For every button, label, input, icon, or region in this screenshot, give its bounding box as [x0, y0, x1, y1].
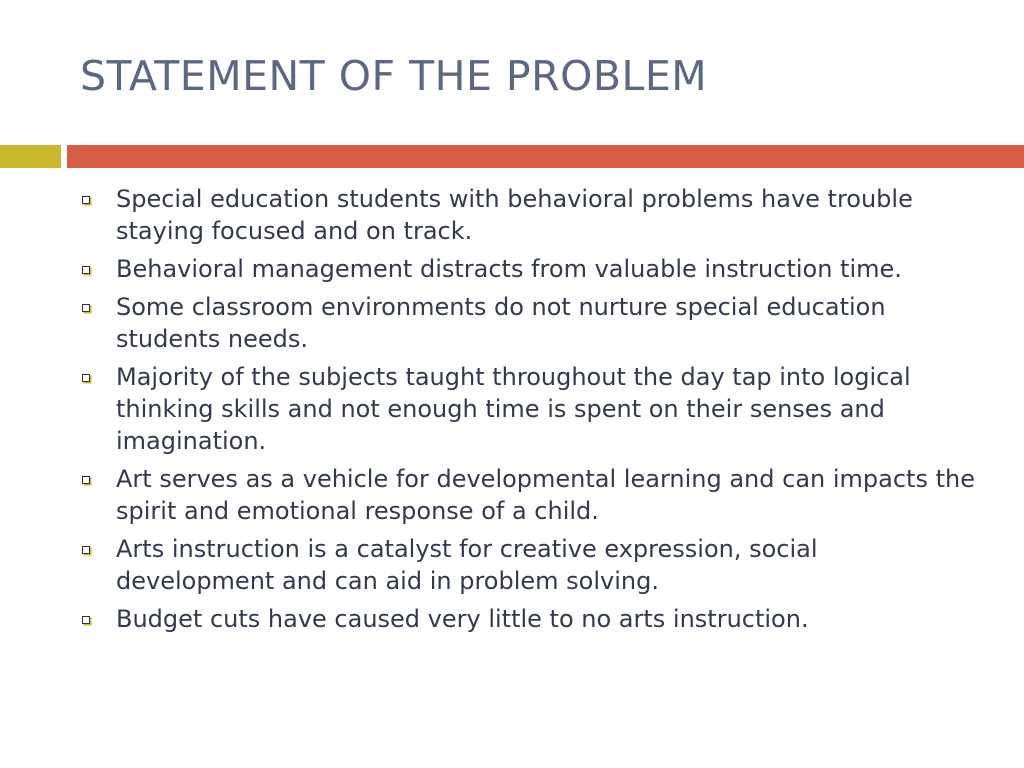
bullet-text: Arts instruction is a catalyst for creative expression, social development and can aid in problem solving.: [116, 535, 818, 595]
bullet-item: [80, 361, 980, 457]
bullet-text: Majority of the subjects taught throughout the day tap into logical thinking skills and not enough time is spent on their senses and imagination.: [116, 363, 911, 455]
bullet-item: [80, 463, 980, 527]
square-bullet-icon: [82, 304, 90, 312]
bullet-text: Some classroom environments do not nurture special education students needs.: [116, 293, 886, 353]
square-bullet-icon: [82, 266, 90, 274]
bullet-item: [80, 291, 980, 355]
square-bullet-icon: [82, 476, 90, 484]
bullet-item: [80, 603, 980, 635]
square-bullet-icon: [82, 374, 90, 382]
accent-bar-right: [67, 145, 1024, 168]
bullet-text: Budget cuts have caused very little to no arts instruction.: [116, 605, 809, 633]
bullet-item: [80, 183, 980, 247]
accent-bar-left: [0, 145, 61, 168]
square-bullet-icon: [82, 616, 90, 624]
bullet-item: [80, 533, 980, 597]
bullet-text: Special education students with behavioral problems have trouble staying focused and on track.: [116, 185, 913, 245]
square-bullet-icon: [82, 196, 90, 204]
slide-title: STATEMENT OF THE PROBLEM: [80, 52, 708, 100]
bullet-text: Behavioral management distracts from valuable instruction time.: [116, 255, 902, 283]
bullet-list: [80, 183, 980, 641]
square-bullet-icon: [82, 546, 90, 554]
bullet-text: Art serves as a vehicle for developmental learning and can impacts the spirit and emotional response of a child.: [116, 465, 975, 525]
bullet-item: [80, 253, 980, 285]
